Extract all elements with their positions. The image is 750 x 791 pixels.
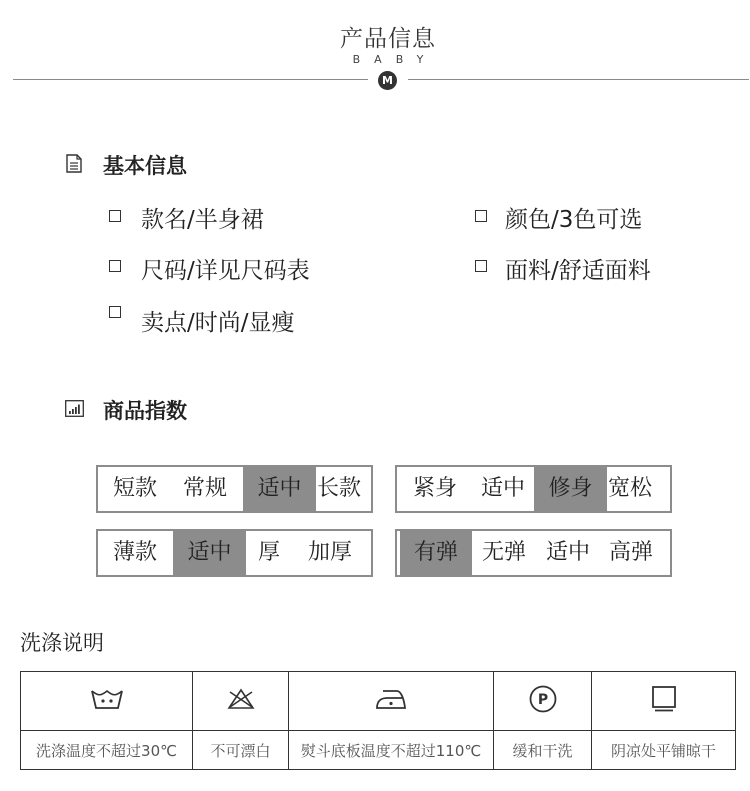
wash-table — [20, 671, 736, 770]
index-option: 常规 — [183, 476, 228, 501]
dry-flat-shade-icon — [650, 685, 678, 713]
index-option-selected: 适中 — [243, 467, 316, 511]
checkbox-icon — [109, 260, 121, 272]
info-color: 颜色/3色可选 — [505, 207, 643, 233]
wash-icon-cell — [592, 672, 736, 731]
dry-clean-p-icon — [528, 684, 558, 714]
index-bar-thickness — [96, 529, 373, 577]
product-index-title: 商品指数 — [103, 399, 187, 423]
index-option: 适中 — [481, 476, 526, 501]
divider-left — [13, 79, 368, 80]
index-option: 长款 — [317, 476, 362, 501]
m-badge: M — [378, 71, 397, 90]
wash-label: 不可漂白 — [193, 731, 289, 770]
index-option: 厚 — [258, 540, 281, 565]
checkbox-icon — [109, 306, 121, 318]
index-option: 加厚 — [308, 540, 353, 565]
svg-text:P: P — [537, 692, 548, 708]
wash-icon-cell — [193, 672, 289, 731]
index-bar-elasticity — [395, 529, 672, 577]
divider-right — [408, 79, 749, 80]
checkbox-icon — [475, 260, 487, 272]
index-option: 宽松 — [608, 476, 653, 501]
index-option: 适中 — [546, 540, 591, 565]
index-bar-fit — [395, 465, 672, 513]
wash-label: 洗涤温度不超过30℃ — [21, 731, 193, 770]
info-style-name: 款名/半身裙 — [141, 207, 264, 233]
checkbox-icon — [109, 210, 121, 222]
wash-icon-cell — [289, 672, 494, 731]
wash-instructions-title: 洗涤说明 — [20, 631, 104, 655]
index-option: 无弹 — [482, 540, 527, 565]
index-option: 薄款 — [113, 540, 158, 565]
index-option-selected: 适中 — [173, 531, 246, 575]
bar-chart-icon — [65, 400, 84, 417]
index-option: 紧身 — [413, 476, 458, 501]
info-selling-point: 卖点/时尚/显瘦 — [141, 310, 295, 336]
no-bleach-icon — [226, 687, 256, 711]
index-option: 高弹 — [609, 540, 654, 565]
wash-30-icon — [90, 686, 124, 712]
wash-icon-cell — [494, 672, 592, 731]
wash-icon-cell — [21, 672, 193, 731]
info-size: 尺码/详见尺码表 — [141, 258, 310, 284]
index-option-selected: 修身 — [534, 467, 607, 511]
wash-label: 缓和干洗 — [494, 731, 592, 770]
basic-info-title: 基本信息 — [103, 154, 187, 178]
wash-label: 熨斗底板温度不超过110℃ — [289, 731, 494, 770]
wash-label: 阴凉处平铺晾干 — [592, 731, 736, 770]
index-option-selected: 有弹 — [400, 531, 472, 575]
page-subtitle: BABY — [352, 53, 438, 66]
page-title: 产品信息 — [340, 26, 436, 52]
checkbox-icon — [475, 210, 487, 222]
iron-icon — [375, 687, 407, 711]
info-fabric: 面料/舒适面料 — [505, 258, 651, 284]
index-bar-length — [96, 465, 373, 513]
index-option: 短款 — [113, 476, 158, 501]
document-icon — [66, 154, 82, 173]
